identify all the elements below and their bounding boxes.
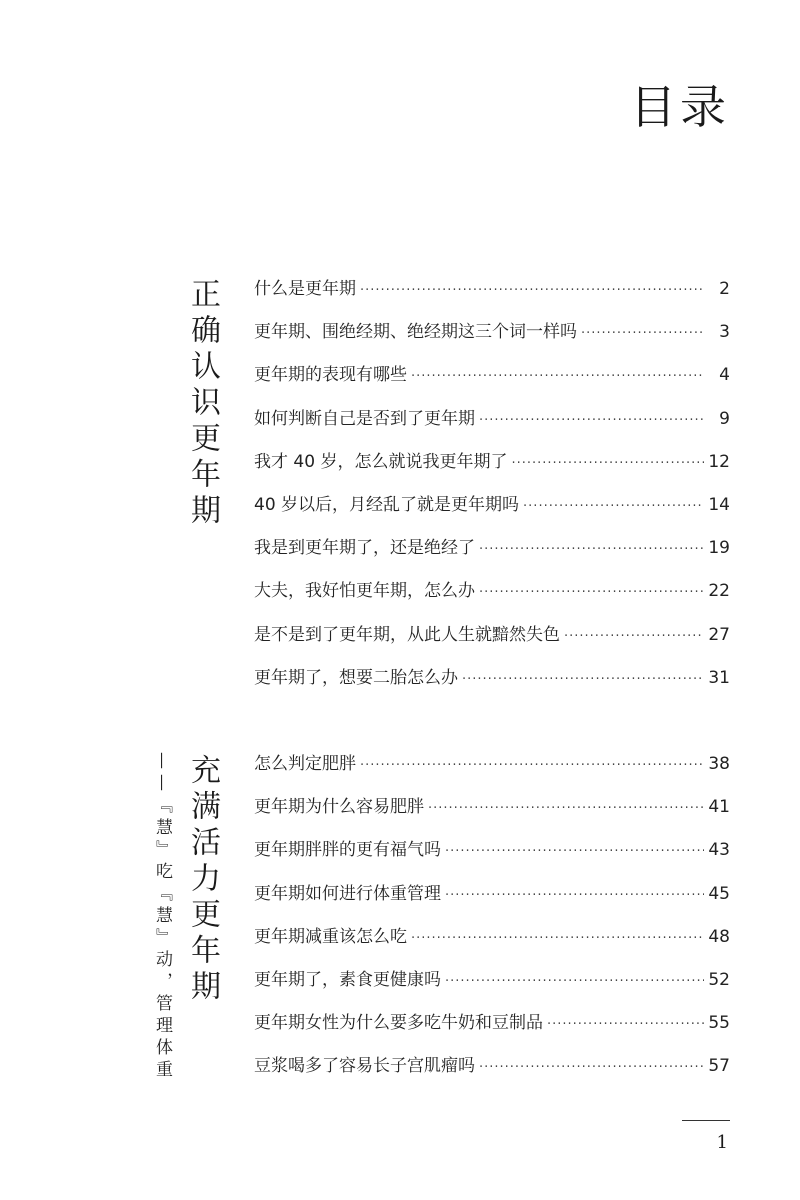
dot-leader: [511, 442, 704, 485]
dot-leader: [360, 269, 704, 312]
toc-entry-title: 40 岁以后，月经乱了就是更年期吗: [254, 494, 520, 515]
toc-entry-page: 38: [708, 754, 730, 774]
toc-entry-title: 我是到更年期了，还是绝经了: [254, 538, 475, 559]
toc-entry[interactable]: [254, 614, 730, 657]
toc-entry[interactable]: [254, 268, 730, 311]
toc-entry[interactable]: [254, 441, 730, 484]
dot-leader: [445, 960, 704, 1003]
dot-leader: [462, 658, 704, 701]
toc-entry-page: 45: [708, 883, 730, 904]
toc-entry-title: 更年期了，素食更健康吗: [254, 969, 441, 990]
dot-leader: [523, 485, 704, 528]
dot-leader: [411, 917, 704, 960]
toc-entry-title: 更年期的表现有哪些: [254, 365, 407, 386]
toc-entry-title: 更年期减重该怎么吃: [254, 926, 407, 947]
toc-entry[interactable]: [254, 311, 730, 354]
toc-entry-page: 31: [708, 667, 730, 688]
toc-entry-page: 57: [708, 1056, 730, 1077]
dot-leader: [479, 528, 704, 571]
toc-entry-page: 41: [708, 797, 730, 818]
toc-entry[interactable]: [254, 873, 730, 916]
toc-entry-title: 更年期胖胖的更有福气吗: [254, 840, 441, 861]
page-number: 1: [716, 1132, 728, 1153]
dot-leader: [445, 830, 704, 873]
dot-leader: [564, 615, 704, 658]
toc-entry-page: 43: [708, 840, 730, 861]
toc-entry-title: 如何判断自己是否到了更年期: [254, 408, 475, 429]
dot-leader: [360, 744, 704, 787]
toc-entry-page: 19: [708, 538, 730, 559]
toc-entry[interactable]: [254, 484, 730, 527]
footer-rule: [682, 1120, 730, 1121]
toc-entry-title: 更年期了，想要二胎怎么办: [254, 667, 458, 688]
page-title: 目录: [630, 80, 730, 134]
toc-entry-title: 是不是到了更年期，从此人生就黯然失色: [254, 624, 560, 645]
dot-leader: [445, 874, 704, 917]
toc-entry-page: 3: [719, 322, 730, 343]
toc-entry[interactable]: [254, 743, 730, 786]
toc-entry[interactable]: [254, 657, 730, 700]
dot-leader: [547, 1003, 704, 1046]
toc-entry[interactable]: [254, 398, 730, 441]
section-title: 充满活力更年期: [185, 754, 220, 1006]
toc-entry-page: 52: [708, 969, 730, 990]
toc-entry-title: 豆浆喝多了容易长子宫肌瘤吗: [254, 1056, 475, 1077]
dot-leader: [411, 355, 704, 398]
toc-entry-page: 4: [719, 365, 730, 386]
toc-entry-title: 我才 40 岁，怎么就说我更年期了: [254, 451, 508, 472]
toc-entry-page: 48: [708, 926, 730, 947]
toc-entry-page: 55: [708, 1013, 730, 1034]
toc-entry[interactable]: [254, 570, 730, 613]
toc-entry-page: 14: [708, 494, 730, 515]
toc-entry-title: 更年期如何进行体重管理: [254, 883, 441, 904]
toc-entry[interactable]: [254, 527, 730, 570]
toc-entry-page: 27: [708, 624, 730, 645]
toc-entry-page: 2: [719, 279, 730, 299]
toc-entry[interactable]: [254, 1002, 730, 1045]
toc-list-section-2: [254, 743, 730, 1089]
toc-entry[interactable]: [254, 916, 730, 959]
toc-entry-title: 什么是更年期: [254, 279, 356, 299]
dot-leader: [479, 1046, 704, 1089]
toc-entry[interactable]: [254, 354, 730, 397]
dot-leader: [479, 399, 704, 442]
toc-entry[interactable]: [254, 786, 730, 829]
dot-leader: [428, 787, 704, 830]
toc-list-section-1: [254, 268, 730, 700]
section-title: 正确认识更年期: [185, 278, 220, 530]
toc-entry-title: 更年期、围绝经期、绝经期这三个词一样吗: [254, 322, 577, 343]
toc-entry[interactable]: [254, 959, 730, 1002]
dot-leader: [581, 312, 704, 355]
toc-entry[interactable]: [254, 829, 730, 872]
toc-entry-title: 更年期女性为什么要多吃牛奶和豆制品: [254, 1013, 543, 1034]
section-subtitle: ——『慧』吃『慧』动，管理体重: [152, 752, 172, 1082]
toc-entry-title: 更年期为什么容易肥胖: [254, 797, 424, 818]
dot-leader: [479, 571, 704, 614]
toc-entry-page: 9: [719, 408, 730, 429]
toc-entry-page: 12: [708, 451, 730, 472]
toc-entry-page: 22: [708, 581, 730, 602]
toc-entry-title: 怎么判定肥胖: [254, 754, 356, 774]
toc-entry-title: 大夫，我好怕更年期，怎么办: [254, 581, 475, 602]
toc-entry[interactable]: [254, 1045, 730, 1088]
